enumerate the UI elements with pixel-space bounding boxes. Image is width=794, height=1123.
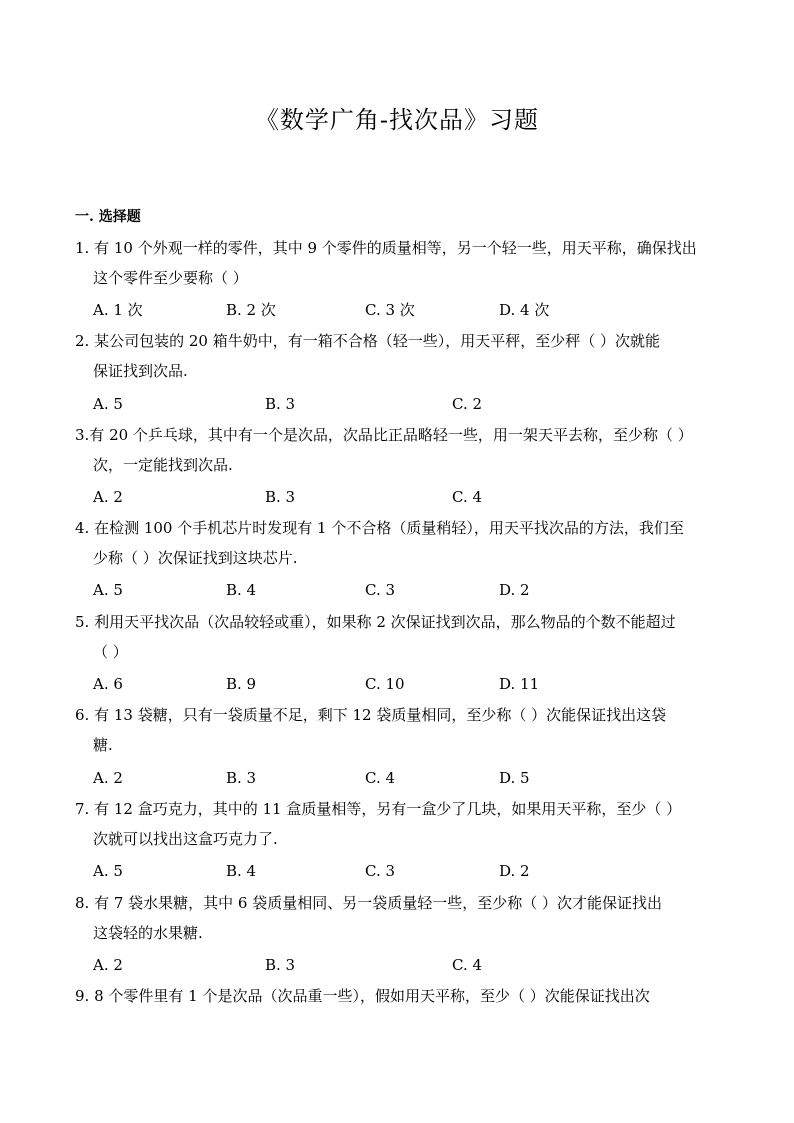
option-b: B. 3 — [265, 956, 296, 974]
page-title: 《数学广角-找次品》习题 — [254, 106, 540, 134]
option-a: A. 5 — [93, 395, 123, 413]
question-4-line-2: 少称（ ）次保证找到这块芯片. — [93, 549, 298, 567]
option-c: C. 10 — [365, 675, 405, 693]
question-5-line-2: （ ） — [93, 643, 128, 661]
question-8-line-2: 这袋轻的水果糖. — [93, 924, 203, 942]
option-b: B. 2 次 — [226, 301, 276, 319]
option-d: D. 2 — [499, 581, 530, 599]
option-b: B. 3 — [226, 769, 257, 787]
option-b: B. 3 — [265, 395, 296, 413]
option-b: B. 4 — [226, 581, 257, 599]
question-8-line-1: 8. 有 7 袋水果糖，其中 6 袋质量相同、另一袋质量轻一些，至少称（ ）次才能保证找出 — [75, 894, 663, 912]
option-c: C. 3 — [365, 862, 396, 880]
question-3-line-2: 次，一定能找到次品. — [93, 456, 233, 474]
option-c: C. 2 — [452, 395, 483, 413]
question-1 — [75, 233, 735, 293]
question-7-line-2: 次就可以找出这盒巧克力了. — [93, 830, 278, 848]
question-4-line-1: 4. 在检测 100 个手机芯片时发现有 1 个不合格（质量稍轻），用天平找次品的方法，我们至 — [75, 519, 684, 537]
option-b: B. 3 — [265, 488, 296, 506]
option-c: C. 4 — [452, 956, 483, 974]
question-1-line-2: 这个零件至少要称（ ） — [93, 269, 248, 287]
option-a: A. 2 — [93, 488, 123, 506]
option-a: A. 5 — [93, 581, 123, 599]
option-a: A. 5 — [93, 862, 123, 880]
option-d: D. 11 — [499, 675, 540, 693]
question-6-line-2: 糖. — [93, 736, 113, 754]
option-c: C. 3 次 — [365, 301, 415, 319]
question-6 — [75, 700, 735, 760]
option-a: A. 2 — [93, 956, 123, 974]
question-5-line-1: 5. 利用天平找次品（次品较轻或重），如果称 2 次保证找到次品，那么物品的个数不能超过 — [75, 613, 676, 631]
question-2-line-2: 保证找到次品. — [93, 362, 188, 380]
question-1-line-1: 1. 有 10 个外观一样的零件，其中 9 个零件的质量相等，另一个轻一些，用天平称，确保找出 — [75, 239, 697, 257]
option-b: B. 9 — [226, 675, 257, 693]
option-d: D. 2 — [499, 862, 530, 880]
question-4 — [75, 513, 735, 573]
option-c: C. 4 — [365, 769, 396, 787]
option-a: A. 6 — [93, 675, 123, 693]
question-7 — [75, 794, 735, 854]
option-a: A. 2 — [93, 769, 123, 787]
option-c: C. 4 — [452, 488, 483, 506]
question-2 — [75, 326, 735, 386]
option-d: D. 4 次 — [499, 301, 550, 319]
option-d: D. 5 — [499, 769, 530, 787]
section-heading: 一. 选择题 — [75, 209, 141, 225]
option-a: A. 1 次 — [93, 301, 143, 319]
question-8 — [75, 888, 735, 948]
question-7-line-1: 7. 有 12 盒巧克力，其中的 11 盒质量相等，另有一盒少了几块，如果用天平称，至少（ ） — [75, 800, 682, 818]
question-9 — [75, 981, 735, 1011]
question-2-line-1: 2. 某公司包装的 20 箱牛奶中，有一箱不合格（轻一些），用天平秤，至少秤（ ）次就能 — [75, 332, 660, 350]
question-6-line-1: 6. 有 13 袋糖，只有一袋质量不足，剩下 12 袋质量相同，至少称（ ）次能保证找出这袋 — [75, 706, 667, 724]
question-9-line-1: 9. 8 个零件里有 1 个是次品（次品重一些），假如用天平称，至少（ ）次能保证找出次 — [75, 987, 650, 1005]
question-3-line-1: 3.有 20 个乒乓球，其中有一个是次品，次品比正品略轻一些，用一架天平去称，至少称（ ） — [75, 426, 693, 444]
option-c: C. 3 — [365, 581, 396, 599]
option-b: B. 4 — [226, 862, 257, 880]
question-5 — [75, 607, 735, 667]
question-3 — [75, 420, 735, 480]
